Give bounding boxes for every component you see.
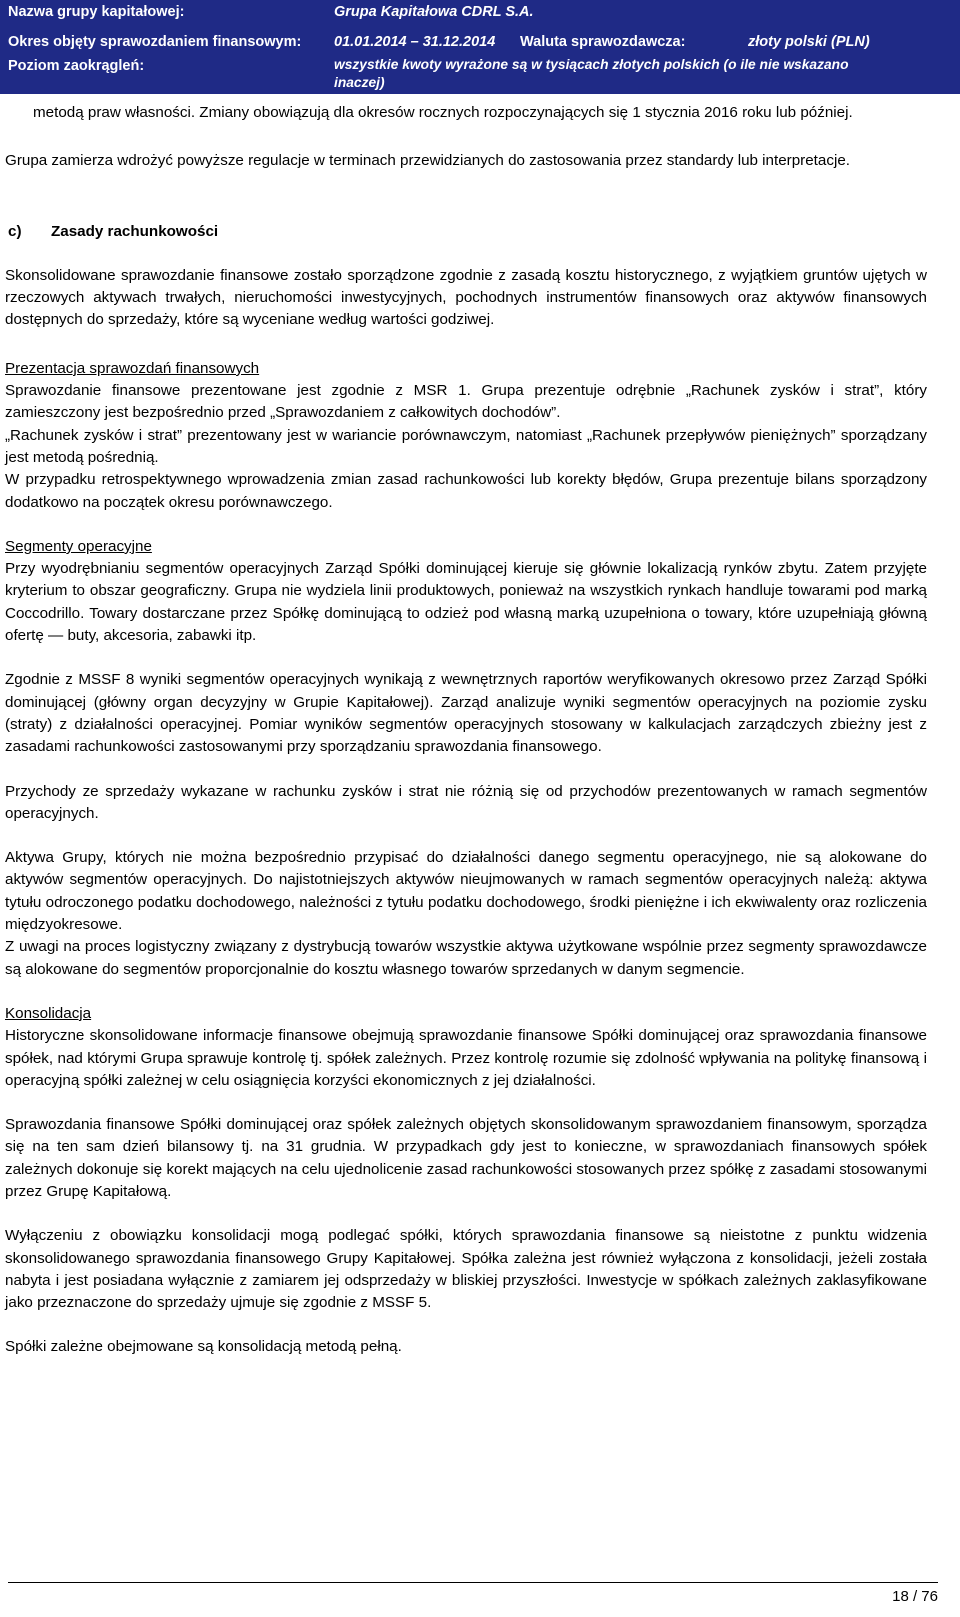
paragraph-consolidation-2: Sprawozdania finansowe Spółki dominującej oraz spółek zależnych objętych skonsolidowanym sprawozdaniem finansowym, sporządza się na ten sam dzień bilansowy tj. na 31 grudnia. W przypadkach gdy jest to konieczne, w sprawozdaniach finansowych spółek zależnych dokonuje się korekt mających na celu ujednolicenie zasad rachunkowości stosowanych przez spółkę z zasadami stosowanymi przez Grupę Kapitałową. — [5, 1116, 927, 1200]
paragraph-consolidation-1: Historyczne skonsolidowane informacje finansowe obejmują sprawozdanie finansowe Spółki dominującej oraz sprawozdania finansowe spółek, nad którymi Grupa sprawuje kontrolę tj. spółek zależnych. Przez kontrolę rozumie się zdolność wpływania na politykę finansową i operacyjną spółki zależnej w celu osiągnięcia korzyści ekonomicznych z jej działalności. — [5, 1027, 927, 1089]
paragraph-segments-2: Zgodnie z MSSF 8 wyniki segmentów operacyjnych wynikają z wewnętrznych raportów weryfikowanych okresowo przez Zarząd Spółki dominującej (główny organ decyzyjny w Grupie Kapitałowej). Zarząd analizuje wyniki segmentów operacyjnych na poziomie zysku (straty) z działalności operacyjnej. Pomiar wyników segmentów operacyjnych stosowany w kalkulacjach zarządczych zbieżny jest z zasadami rachunkowości zastosowanymi przy sporządzaniu sprawozdania finansowego. — [5, 671, 927, 756]
section-heading — [5, 221, 927, 243]
document-body — [5, 102, 927, 1359]
paragraph-segments-4: Aktywa Grupy, których nie można bezpośrednio przypisać do działalności danego segmentu operacyjnego, nie są alokowane do aktywów segmentów operacyjnych. Do najistotniejszych aktywów nieujmowanych w ramach segmentów operacyjnych należą: aktywa tytułu odroczonego podatku dochodowego, należności z tytułu podatku dochodowego, środki pieniężne i ich ekwiwalenty oraz rozliczenia międzyokresowe. — [5, 849, 927, 934]
group-name-label: Nazwa grupy kapitałowej: — [8, 4, 185, 20]
paragraph-presentation-2: „Rachunek zysków i strat” prezentowany jest w wariancie porównawczym, natomiast „Rachunek przepływów pieniężnych” sporządzany jest metodą pośrednią. — [5, 426, 927, 466]
section-title: Zasady rachunkowości — [51, 222, 219, 240]
paragraph-consolidation-3: Wyłączeniu z obowiązku konsolidacji mogą podlegać spółki, których sprawozdania finansowe są nieistotne z punktu widzenia skonsolidowanego sprawozdania finansowego Grupy Kapitałowej. Spółka zależna jest również wyłączona z konsolidacji, jeżeli została nabyta i jest posiadana wyłącznie z zamiarem jej odsprzedaży w bliskiej przyszłości. Inwestycje w spółkach zależnych zaklasyfikowane jako przeznaczone do sprzedaży ujmuje się zgodnie z MSSF 5. — [5, 1227, 927, 1312]
paragraph-segments-3: Przychody ze sprzedaży wykazane w rachunku zysków i strat nie różnią się od przychodów prezentowanych w ramach segmentów operacyjnych. — [5, 782, 927, 822]
document-header — [0, 0, 960, 94]
page-number: 18 / 76 — [892, 1588, 938, 1605]
paragraph-continuation: metodą praw własności. Zmiany obowiązują dla okresów rocznych rozpoczynających się 1 stycznia 2016 roku lub później. — [33, 104, 853, 121]
paragraph-presentation-1: Sprawozdanie finansowe prezentowane jest zgodnie z MSR 1. Grupa prezentuje odrębnie „Rachunek zysków i strat”, który zamieszczony jest bezpośrednio przed „Sprawozdaniem z całkowitych dochodów”. — [5, 382, 927, 422]
header-row-rounding — [0, 56, 960, 90]
paragraph-segments-5: Z uwagi na proces logistyczny związany z dystrybucją towarów wszystkie aktywa użytkowane wspólnie przez segmenty sprawozdawcze są alokowane do segmentów proporcjonalnie do kosztu własnego towarów sprzedanych w danym segmencie. — [5, 938, 927, 978]
paragraph-basis: Skonsolidowane sprawozdanie finansowe zostało sporządzone zgodnie z zasadą kosztu historycznego, z wyjątkiem gruntów ujętych w rzeczowych aktywach trwałych, nieruchomości inwestycyjnych, pochodnych instrumentów finansowych oraz aktywów finansowych dostępnych do sprzedaży, które są wyceniane według wartości godziwej. — [5, 266, 927, 329]
paragraph-consolidation-4: Spółki zależne obejmowane są konsolidacją metodą pełną. — [5, 1338, 402, 1356]
heading-presentation: Prezentacja sprawozdań finansowych — [5, 359, 260, 377]
header-row-group-name — [0, 2, 960, 26]
paragraph-segments-1: Przy wyodrębnianiu segmentów operacyjnych Zarząd Spółki dominującej kieruje się głównie lokalizacją rynków zbytu. Zatem przyjęte kryterium to obszar geograficzny. Grupa nie wydziela linii produktowych, ponieważ na wszystkich rynkach handluje towarami pod marką Coccodrillo. Towary dostarczane przez Spółkę dominującą to odzież pod własną marką uzupełniona o towary, które uzupełniają główną ofertę — buty, akcesoria, zabawki itp. — [5, 560, 927, 645]
footer-divider — [8, 1582, 938, 1583]
heading-segments: Segmenty operacyjne — [5, 537, 152, 555]
paragraph-intent: Grupa zamierza wdrożyć powyższe regulacje w terminach przewidzianych do zastosowania przez standardy lub interpretacje. — [5, 152, 850, 170]
heading-consolidation: Konsolidacja — [5, 1004, 92, 1022]
period-value: 01.01.2014 – 31.12.2014 — [334, 34, 496, 50]
rounding-label: Poziom zaokrągleń: — [8, 58, 145, 74]
paragraph-presentation-3: W przypadku retrospektywnego wprowadzenia zmian zasad rachunkowości lub korekty błędów, Grupa prezentuje bilans sporządzony dodatkowo na początek okresu porównawczego. — [5, 471, 927, 511]
currency-label: Waluta sprawozdawcza: — [520, 34, 686, 50]
rounding-value: wszystkie kwoty wyrażone są w tysiącach złotych polskich (o ile nie wskazano inaczej) — [334, 57, 849, 90]
period-label: Okres objęty sprawozdaniem finansowym: — [8, 34, 302, 50]
currency-value: złoty polski (PLN) — [748, 34, 870, 50]
header-row-period — [0, 32, 960, 56]
section-letter: c) — [8, 222, 22, 240]
group-name-value: Grupa Kapitałowa CDRL S.A. — [334, 4, 534, 20]
